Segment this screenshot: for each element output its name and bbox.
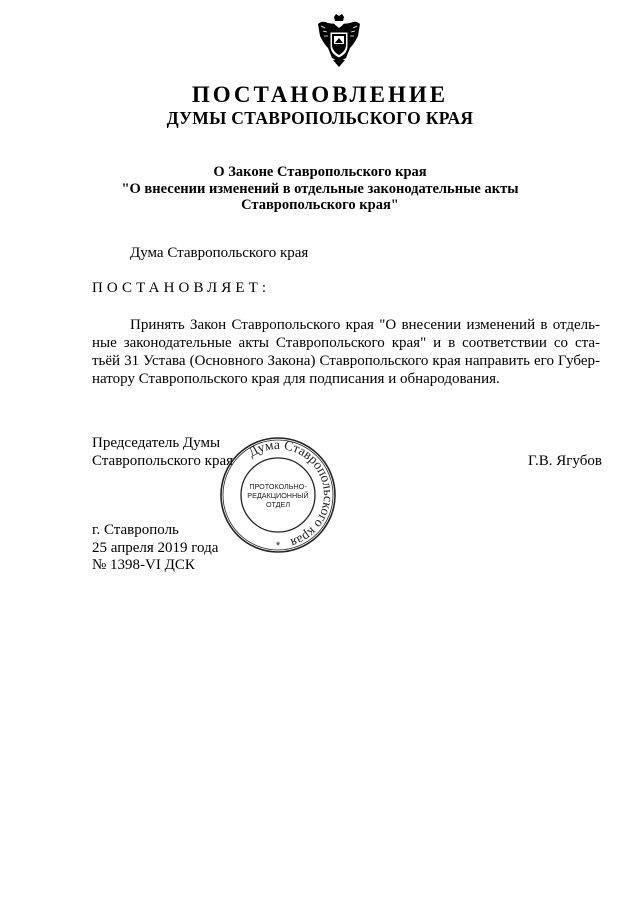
- coat-of-arms-icon: [316, 14, 362, 68]
- paragraph-line: тьёй 31 Устава (Основного Закона) Ставропольского края направить его Губер-: [92, 353, 600, 369]
- issuer-line: Дума Ставропольского края: [130, 245, 309, 261]
- issuing-body: ДУМЫ СТАВРОПОЛЬСКОГО КРАЯ: [166, 108, 474, 128]
- paragraph-line: натору Ставропольского края для подписания и обнародования.: [92, 371, 500, 387]
- subject-line-2: "О внесении изменений в отдельные законодательные акты: [121, 181, 519, 197]
- official-stamp: [218, 435, 338, 555]
- issue-date: 25 апреля 2019 года: [92, 540, 219, 556]
- place-of-issue: г. Ставрополь: [92, 522, 179, 538]
- decree-word: ПОСТАНОВЛЯЕТ:: [92, 280, 271, 296]
- stamp-star: *: [275, 540, 281, 552]
- stamp-center-line-3: ОТДЕЛ: [265, 500, 291, 509]
- stamp-center-line-1: ПРОТОКОЛЬНО-: [249, 482, 307, 491]
- document-title: ПОСТАНОВЛЕНИЕ: [191, 82, 449, 107]
- subject-line-1: О Законе Ставропольского края: [213, 164, 427, 180]
- stamp-center-line-2: РЕДАКЦИОННЫЙ: [247, 491, 309, 500]
- document-number: № 1398-VI ДСК: [92, 557, 195, 573]
- signatory-position-line-1: Председатель Думы: [92, 435, 221, 451]
- signatory-position-line-2: Ставропольского края: [92, 453, 233, 469]
- paragraph-line: Принять Закон Ставропольского края "О внесении изменений в отдель-: [130, 317, 600, 333]
- paragraph-line: ные законодательные акты Ставропольского края" и в соответствии со ста-: [92, 335, 600, 351]
- signatory-name: Г.В. Ягубов: [528, 453, 602, 469]
- subject-line-3: Ставропольского края": [241, 197, 399, 213]
- stamp-ring-text: Дума Ставропольского края: [245, 436, 337, 551]
